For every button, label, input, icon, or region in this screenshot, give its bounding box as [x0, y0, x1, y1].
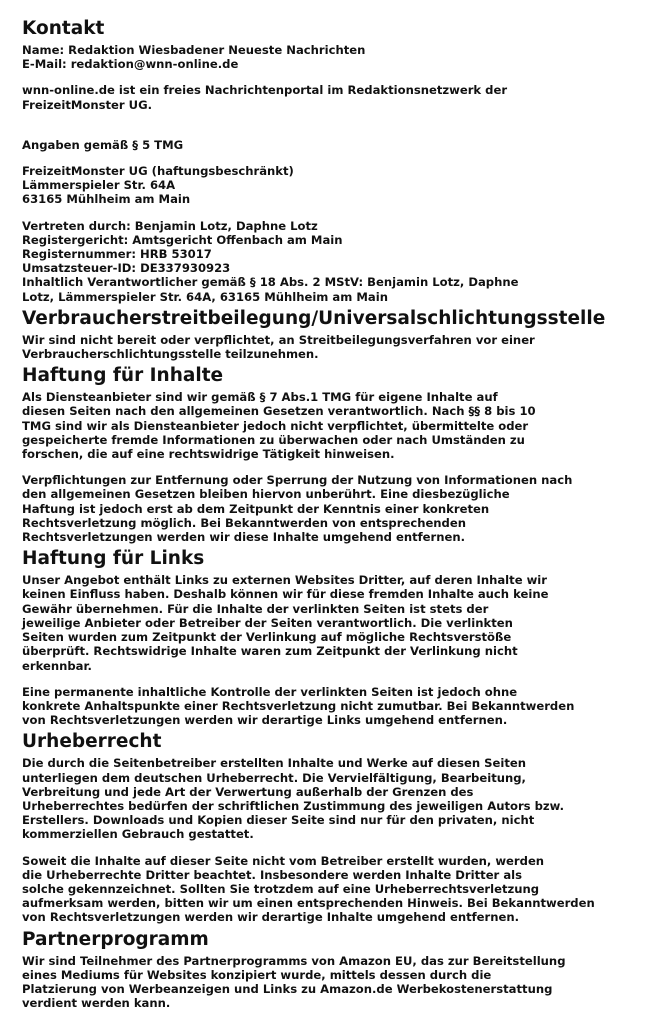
- text-line: forschen, die auf eine rechtswidrige Tätigkeit hinweisen.: [22, 447, 395, 462]
- text-line: von Rechtsverletzungen werden wir derartige Links umgehend entfernen.: [22, 713, 508, 728]
- text-line: kommerziellen Gebrauch gestattet.: [22, 827, 254, 842]
- text-line: Verbreitung und jede Art der Verwertung außerhalb der Grenzen des: [22, 784, 474, 799]
- text-line: Seiten wurden zum Zeitpunkt der Verlinkung auf mögliche Rechtsverstöße: [22, 630, 512, 645]
- detail-line: Registernummer: HRB 53017: [22, 247, 212, 262]
- text-line: Rechtsverletzung möglich. Bei Bekanntwerden von entsprechenden: [22, 515, 466, 530]
- address-line: 63165 Mühlheim am Main: [22, 192, 191, 207]
- text-line: Verbraucherschlichtungsstelle teilzunehmen.: [22, 347, 319, 362]
- urheberrecht-para2: [22, 854, 668, 925]
- kontakt-heading: Kontakt: [22, 18, 105, 39]
- address-line: Lämmerspieler Str. 64A: [22, 178, 176, 193]
- text-line: erkennbar.: [22, 658, 92, 673]
- text-line: Platzierung von Werbeanzeigen und Links zu Amazon.de Werbekostenerstattung: [22, 981, 553, 996]
- text-line: Unser Angebot enthält Links zu externen Websites Dritter, auf deren Inhalte wir: [22, 573, 548, 588]
- text-line: Urheberrechtes bedürfen der schriftlichen Zustimmung des jeweiligen Autors bzw.: [22, 798, 565, 813]
- text-line: unterliegen dem deutschen Urheberrecht. Die Vervielfältigung, Bearbeitung,: [22, 770, 526, 785]
- text-line: keinen Einfluss haben. Deshalb können wir für diese fremden Inhalte auch keine: [22, 587, 549, 602]
- haftung-links-para2: [22, 685, 668, 728]
- text-line: Rechtsverletzungen werden wir diese Inhalte umgehend entfernen.: [22, 530, 466, 545]
- detail-line: Inhaltlich Verantwortlicher gemäß § 18 Abs. 2 MStV: Benjamin Lotz, Daphne: [22, 275, 519, 290]
- detail-line: Vertreten durch: Benjamin Lotz, Daphne Lotz: [22, 218, 318, 233]
- partnerprogramm-heading: Partnerprogramm: [22, 928, 209, 950]
- text-line: Erstellers. Downloads und Kopien dieser Seite sind nur für den privaten, nicht: [22, 813, 535, 828]
- verbraucher-heading: Verbraucherstreitbeilegung/Universalschlichtungsstelle: [22, 307, 606, 329]
- text-line: Wir sind Teilnehmer des Partnerprogramms von Amazon EU, das zur Bereitstellung: [22, 953, 566, 968]
- text-line: verdient werden kann.: [22, 996, 171, 1011]
- text-line: jeweilige Anbieter oder Betreiber der Seiten verantwortlich. Die verlinkten: [22, 615, 513, 630]
- text-line: Wir sind nicht bereit oder verpflichtet, an Streitbeilegungsverfahren vor einer: [22, 332, 535, 347]
- kontakt-intro: [22, 83, 668, 111]
- text-line: Als Diensteanbieter sind wir gemäß § 7 Abs.1 TMG für eigene Inhalte auf: [22, 390, 498, 405]
- haftung-links-heading: Haftung für Links: [22, 548, 205, 570]
- text-line: Soweit die Inhalte auf dieser Seite nicht vom Betreiber erstellt wurden, werden: [22, 853, 545, 868]
- text-line: Haftung ist jedoch erst ab dem Zeitpunkt der Kenntnis einer konkreten: [22, 501, 490, 516]
- text-line: von Rechtsverletzungen werden wir derartige Inhalte umgehend entfernen.: [22, 910, 520, 925]
- text-line: überprüft. Rechtswidrige Inhalte waren zum Zeitpunkt der Verlinkung nicht: [22, 644, 518, 659]
- text-line: aufmerksam werden, bitten wir um einen entsprechenden Hinweis. Bei Bekanntwerden: [22, 896, 595, 911]
- intro-line: FreizeitMonster UG.: [22, 97, 153, 112]
- text-line: konkrete Anhaltspunkte einer Rechtsverletzung nicht zumutbar. Bei Bekanntwerden: [22, 698, 575, 713]
- text-line: TMG sind wir als Diensteanbieter jedoch nicht verpflichtet, übermittelte oder: [22, 418, 529, 433]
- text-line: den allgemeinen Gesetzen bleiben hiervon unberührt. Eine diesbezügliche: [22, 487, 510, 502]
- intro-line: wnn-online.de ist ein freies Nachrichtenportal im Redaktionsnetzwerk der: [22, 83, 508, 98]
- text-line: eines Mediums für Websites konzipiert wurde, mittels dessen durch die: [22, 967, 492, 982]
- partnerprogramm-text: [22, 954, 668, 1011]
- text-line: gespeicherte fremde Informationen zu überwachen oder nach Umständen zu: [22, 432, 525, 447]
- address-line: FreizeitMonster UG (haftungsbeschränkt): [22, 164, 294, 179]
- haftung-inhalte-para2: [22, 473, 668, 544]
- haftung-inhalte-para1: [22, 390, 668, 461]
- kontakt-name: Name: Redaktion Wiesbadener Neueste Nachrichten: [22, 43, 366, 57]
- address-block: [22, 164, 668, 207]
- urheberrecht-heading: Urheberrecht: [22, 731, 162, 753]
- detail-line: Umsatzsteuer-ID: DE337930923: [22, 261, 231, 276]
- haftung-inhalte-heading: Haftung für Inhalte: [22, 365, 224, 387]
- text-line: solche gekennzeichnet. Sollten Sie trotzdem auf eine Urheberrechtsverletzung: [22, 881, 540, 896]
- text-line: Eine permanente inhaltliche Kontrolle der verlinkten Seiten ist jedoch ohne: [22, 684, 518, 699]
- tmg-heading-block: [22, 138, 668, 152]
- kontakt-block: [22, 43, 668, 71]
- urheberrecht-para1: [22, 756, 668, 841]
- haftung-links-para1: [22, 573, 668, 672]
- kontakt-email[interactable]: E-Mail: redaktion@wnn-online.de: [22, 57, 239, 72]
- text-line: die Urheberrechte Dritter beachtet. Insbesondere werden Inhalte Dritter als: [22, 867, 523, 882]
- detail-line: Lotz, Lämmerspieler Str. 64A, 63165 Mühlheim am Main: [22, 289, 388, 304]
- detail-line: Registergericht: Amtsgericht Offenbach am Main: [22, 232, 343, 247]
- text-line: Verpflichtungen zur Entfernung oder Sperrung der Nutzung von Informationen nach: [22, 473, 573, 488]
- details-block: [22, 219, 668, 304]
- tmg-heading: Angaben gemäß § 5 TMG: [22, 137, 184, 152]
- text-line: Gewähr übernehmen. Für die Inhalte der verlinkten Seiten ist stets der: [22, 601, 489, 616]
- text-line: Die durch die Seitenbetreiber erstellten Inhalte und Werke auf diesen Seiten: [22, 756, 527, 771]
- text-line: diesen Seiten nach den allgemeinen Gesetzen verantwortlich. Nach §§ 8 bis 10: [22, 404, 536, 419]
- verbraucher-text: [22, 333, 668, 361]
